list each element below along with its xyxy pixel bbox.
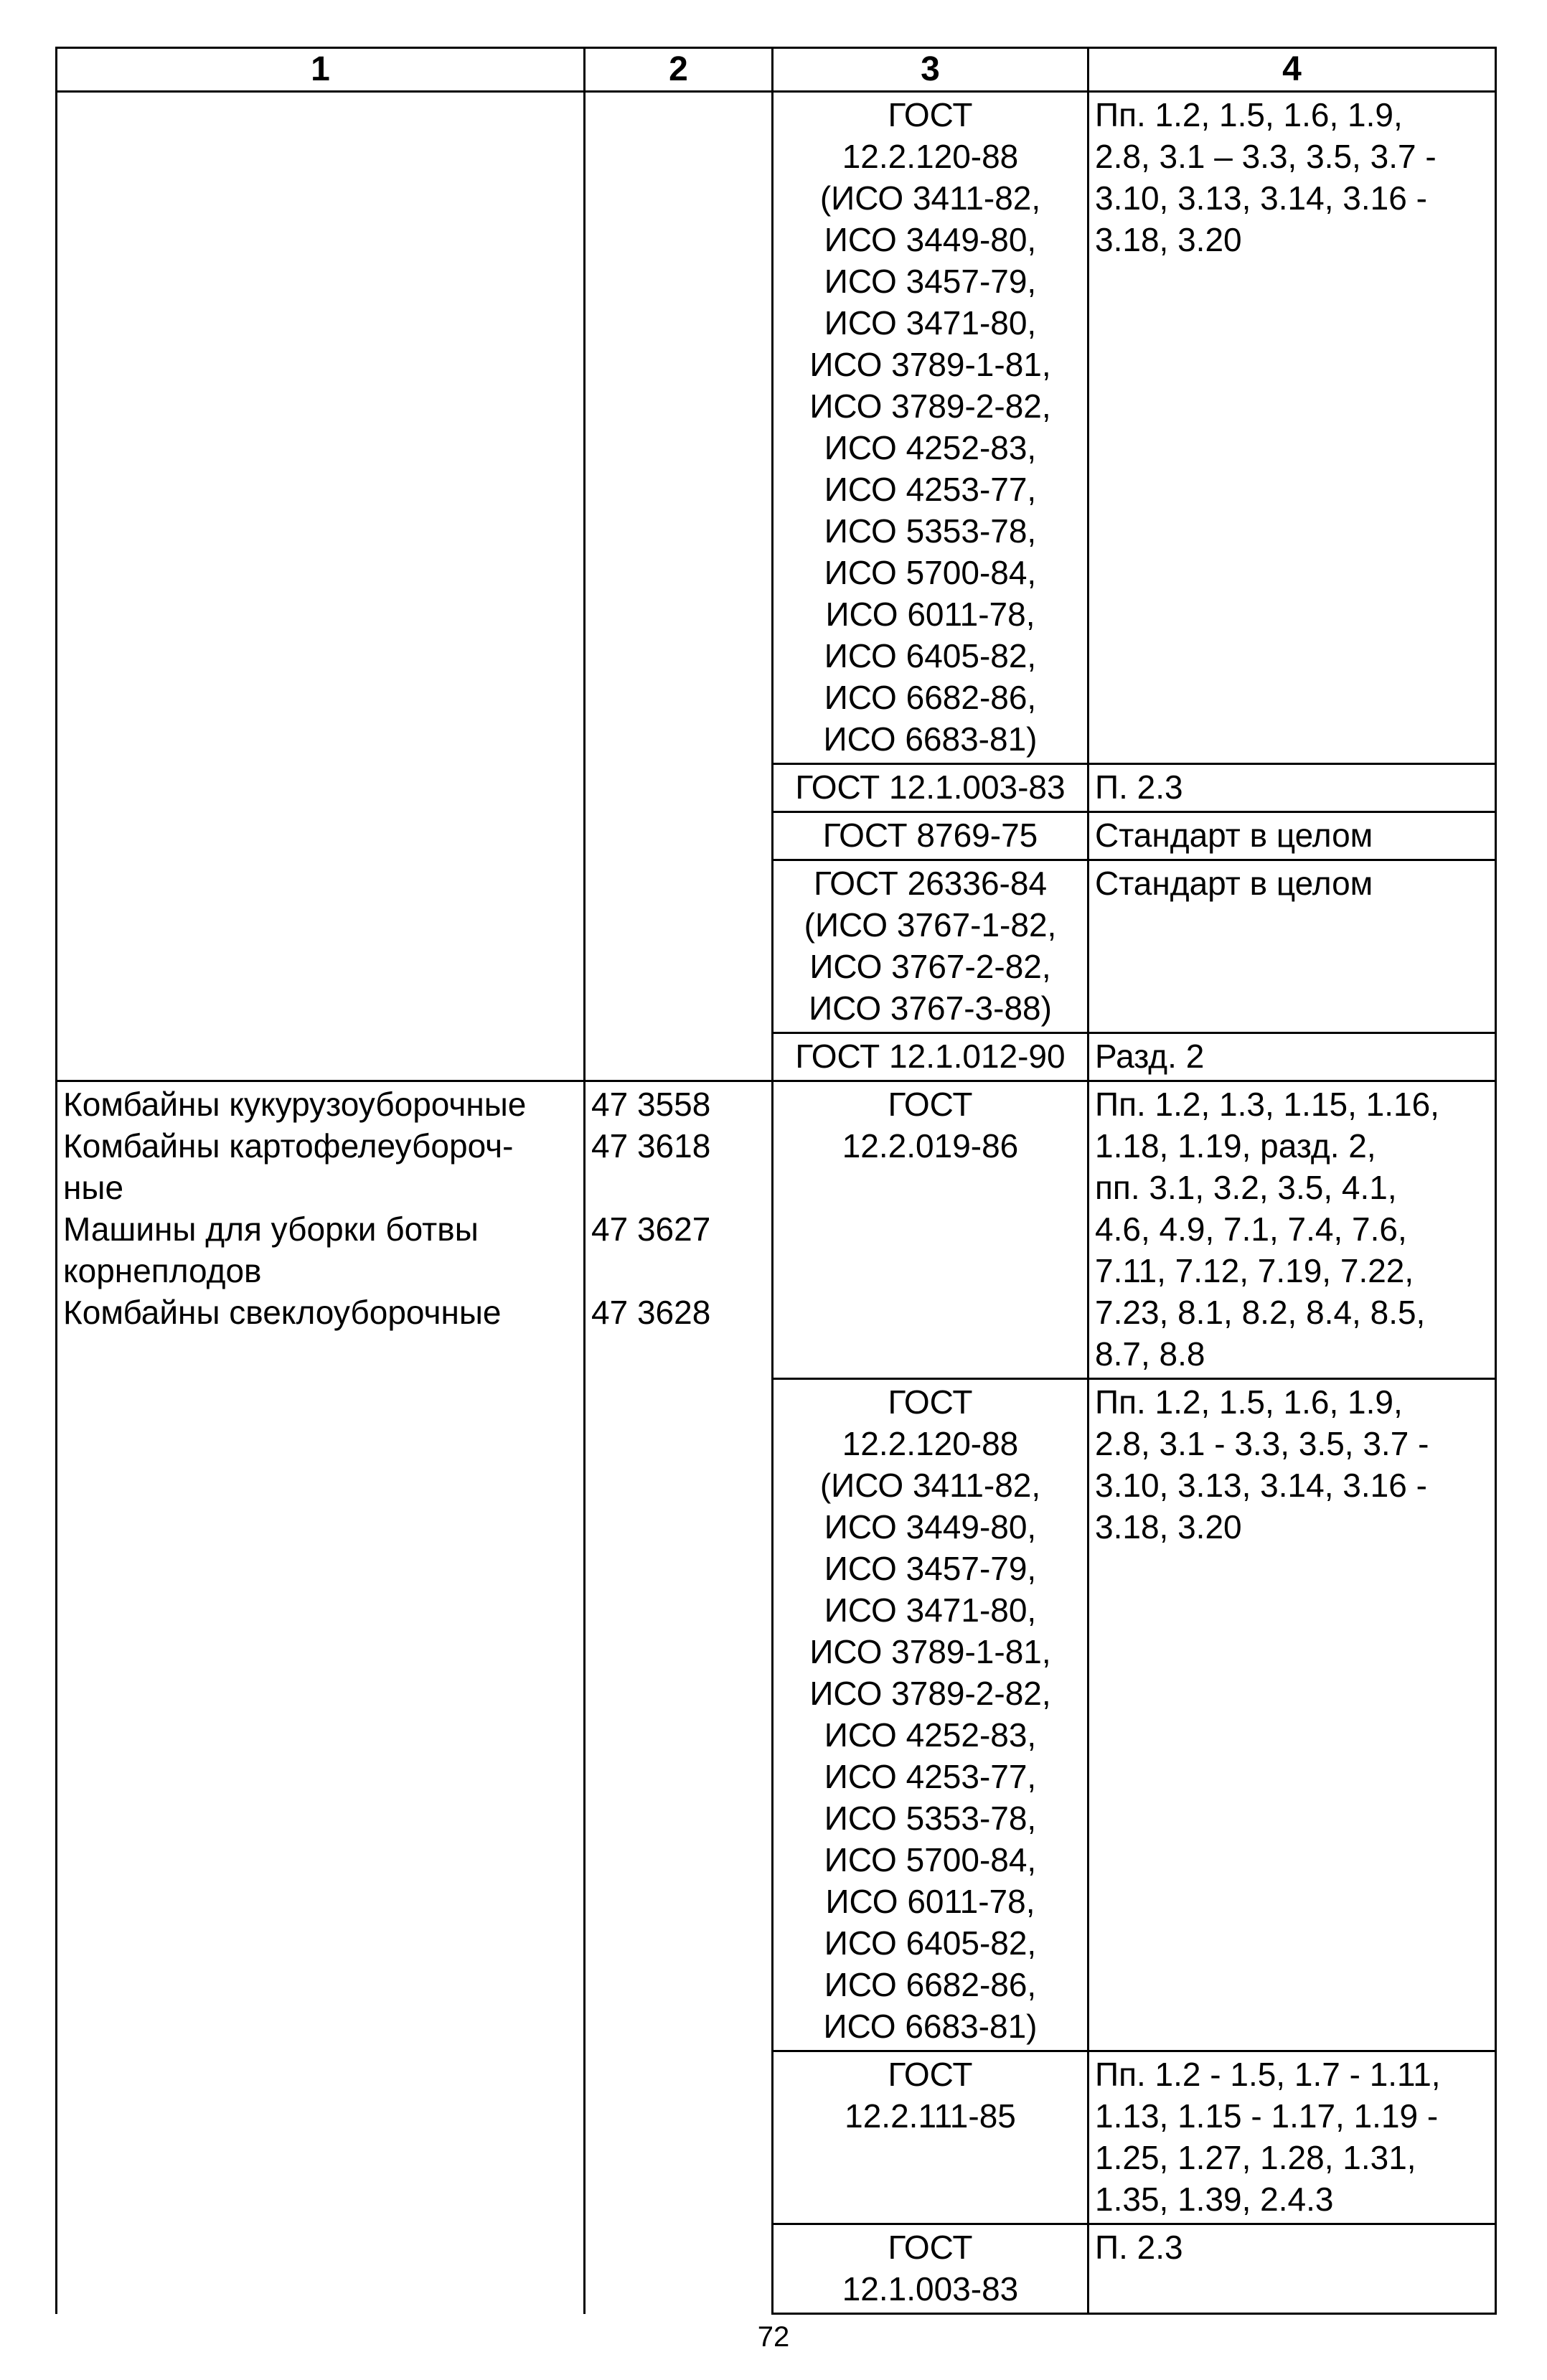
text-line: Пп. 1.2, 1.5, 1.6, 1.9, <box>1095 1383 1403 1421</box>
product-code: 47 3628 <box>591 1294 711 1331</box>
text-line: пп. 3.1, 3.2, 3.5, 4.1, <box>1095 1169 1397 1206</box>
text-line: ИСО 3789-2-82, <box>809 387 1051 425</box>
text-line: ИСО 3471-80, <box>824 1591 1037 1629</box>
text-line: 12.2.019-86 <box>842 1127 1019 1165</box>
column-header-3: 3 <box>773 48 1088 92</box>
text-line: ГОСТ <box>888 2056 973 2093</box>
product-names-cell <box>57 1081 585 2314</box>
text-line: ГОСТ <box>888 96 973 133</box>
header-row <box>57 48 1496 92</box>
text-line: ГОСТ <box>888 1086 973 1123</box>
product-cell-continued <box>57 92 585 1081</box>
text-line: Машины для уборки ботвы <box>63 1210 479 1248</box>
text-line: ИСО 3767-2-82, <box>809 948 1051 985</box>
text-line: ИСО 6683-81) <box>823 720 1038 758</box>
standard-cell <box>773 2051 1088 2224</box>
text-line: ИСО 6682-86, <box>824 1966 1037 2003</box>
text-line: Комбайны картофелеубороч- <box>63 1127 514 1165</box>
standard-cell <box>773 1081 1088 1379</box>
text-line: ИСО 3457-79, <box>824 1550 1037 1587</box>
page-number: 72 <box>757 2321 790 2353</box>
standard-cell <box>773 860 1088 1033</box>
text-line: ИСО 4252-83, <box>824 1716 1037 1754</box>
text-line: ИСО 4253-77, <box>824 471 1037 508</box>
text-line: ИСО 3789-2-82, <box>809 1675 1051 1712</box>
text-line: ГОСТ 12.1.003-83 <box>795 768 1066 806</box>
text-line: ИСО 3449-80, <box>824 1508 1037 1546</box>
text-line: 3.18, 3.20 <box>1095 221 1242 258</box>
text-line: 12.2.120-88 <box>842 1425 1019 1462</box>
standard-cell <box>773 2224 1088 2314</box>
text-line: ИСО 4253-77, <box>824 1758 1037 1795</box>
text-line: 3.10, 3.13, 3.14, 3.16 - <box>1095 1467 1427 1504</box>
standard-cell <box>773 764 1088 812</box>
text-line: Пп. 1.2, 1.5, 1.6, 1.9, <box>1095 96 1403 133</box>
column-header-1: 1 <box>57 48 585 92</box>
text-line: ИСО 3767-3-88) <box>809 989 1052 1027</box>
product-code: 47 3627 <box>591 1210 711 1248</box>
text-line: корнеплодов <box>63 1252 262 1289</box>
text-line: ГОСТ 8769-75 <box>822 817 1038 854</box>
clauses-cell <box>1088 1081 1496 1379</box>
text-line: ИСО 4252-83, <box>824 429 1037 466</box>
text-line: (ИСО 3411-82, <box>819 179 1041 217</box>
product-name <box>63 1208 578 1292</box>
text-line: 4.6, 4.9, 7.1, 7.4, 7.6, <box>1095 1210 1407 1248</box>
text-line: 2.8, 3.1 - 3.3, 3.5, 3.7 - <box>1095 1425 1429 1462</box>
text-line: Разд. 2 <box>1095 1038 1205 1075</box>
text-line: 1.18, 1.19, разд. 2, <box>1095 1127 1376 1165</box>
text-line: 8.7, 8.8 <box>1095 1335 1205 1373</box>
column-header-2: 2 <box>585 48 773 92</box>
text-line: ИСО 3471-80, <box>824 304 1037 342</box>
clauses-cell <box>1088 92 1496 764</box>
code-cell-continued <box>585 92 773 1081</box>
text-line: Пп. 1.2, 1.3, 1.15, 1.16, <box>1095 1086 1439 1123</box>
product-code: 47 3558 <box>591 1086 711 1123</box>
text-line: Комбайны свеклоуборочные <box>63 1294 502 1331</box>
text-line: (ИСО 3767-1-82, <box>804 906 1057 944</box>
text-line: ГОСТ <box>888 1383 973 1421</box>
text-line: 2.8, 3.1 – 3.3, 3.5, 3.7 - <box>1095 138 1436 175</box>
table-row <box>57 92 1496 764</box>
table-row <box>57 1081 1496 1379</box>
text-line: ИСО 5353-78, <box>824 512 1037 550</box>
text-line: 3.18, 3.20 <box>1095 1508 1242 1546</box>
column-header-4: 4 <box>1088 48 1496 92</box>
text-line: П. 2.3 <box>1095 768 1183 806</box>
clauses-cell <box>1088 2051 1496 2224</box>
standard-cell <box>773 1379 1088 2051</box>
clauses-cell <box>1088 2224 1496 2314</box>
text-line: ГОСТ 12.1.012-90 <box>795 1038 1066 1075</box>
product-name <box>63 1292 578 1333</box>
text-line: ИСО 6011-78, <box>825 1883 1035 1920</box>
text-line: 1.25, 1.27, 1.28, 1.31, <box>1095 2139 1416 2176</box>
standards-table <box>55 47 1497 2315</box>
text-line: ные <box>63 1169 124 1206</box>
text-line: ИСО 6682-86, <box>824 679 1037 716</box>
standard-cell <box>773 1033 1088 1081</box>
clauses-cell <box>1088 764 1496 812</box>
text-line: ИСО 5700-84, <box>824 1841 1037 1878</box>
text-line: ИСО 3789-1-81, <box>809 346 1051 383</box>
text-line: П. 2.3 <box>1095 2229 1183 2266</box>
text-line: Пп. 1.2 - 1.5, 1.7 - 1.11, <box>1095 2056 1441 2093</box>
text-line: Комбайны кукурузоуборочные <box>63 1086 527 1123</box>
product-code: 47 3618 <box>591 1127 711 1165</box>
text-line: (ИСО 3411-82, <box>819 1467 1041 1504</box>
text-line: 7.11, 7.12, 7.19, 7.22, <box>1095 1252 1414 1289</box>
text-line: 3.10, 3.13, 3.14, 3.16 - <box>1095 179 1427 217</box>
text-line: Стандарт в целом <box>1095 817 1373 854</box>
text-line: ИСО 5353-78, <box>824 1800 1037 1837</box>
clauses-cell <box>1088 812 1496 860</box>
clauses-cell <box>1088 1033 1496 1081</box>
clauses-cell <box>1088 860 1496 1033</box>
text-line: ГОСТ 26336-84 <box>813 865 1048 902</box>
product-name <box>63 1125 578 1208</box>
text-line: ИСО 6405-82, <box>824 1924 1037 1962</box>
text-line: ИСО 6683-81) <box>823 2008 1038 2045</box>
text-line: 12.2.111-85 <box>845 2097 1016 2135</box>
text-line: Стандарт в целом <box>1095 865 1373 902</box>
text-line: 7.23, 8.1, 8.2, 8.4, 8.5, <box>1095 1294 1426 1331</box>
text-line: ИСО 3449-80, <box>824 221 1037 258</box>
clauses-cell <box>1088 1379 1496 2051</box>
product-name <box>63 1083 578 1125</box>
text-line: ИСО 5700-84, <box>824 554 1037 591</box>
text-line: 1.35, 1.39, 2.4.3 <box>1095 2181 1334 2218</box>
text-line: 12.1.003-83 <box>842 2270 1019 2308</box>
text-line: ИСО 6011-78, <box>825 596 1035 633</box>
standard-cell <box>773 92 1088 764</box>
standard-cell <box>773 812 1088 860</box>
product-codes-cell <box>585 1081 773 2314</box>
text-line: ГОСТ <box>888 2229 973 2266</box>
text-line: ИСО 6405-82, <box>824 637 1037 674</box>
text-line: 12.2.120-88 <box>842 138 1019 175</box>
text-line: ИСО 3457-79, <box>824 263 1037 300</box>
text-line: 1.13, 1.15 - 1.17, 1.19 - <box>1095 2097 1439 2135</box>
text-line: ИСО 3789-1-81, <box>809 1633 1051 1670</box>
